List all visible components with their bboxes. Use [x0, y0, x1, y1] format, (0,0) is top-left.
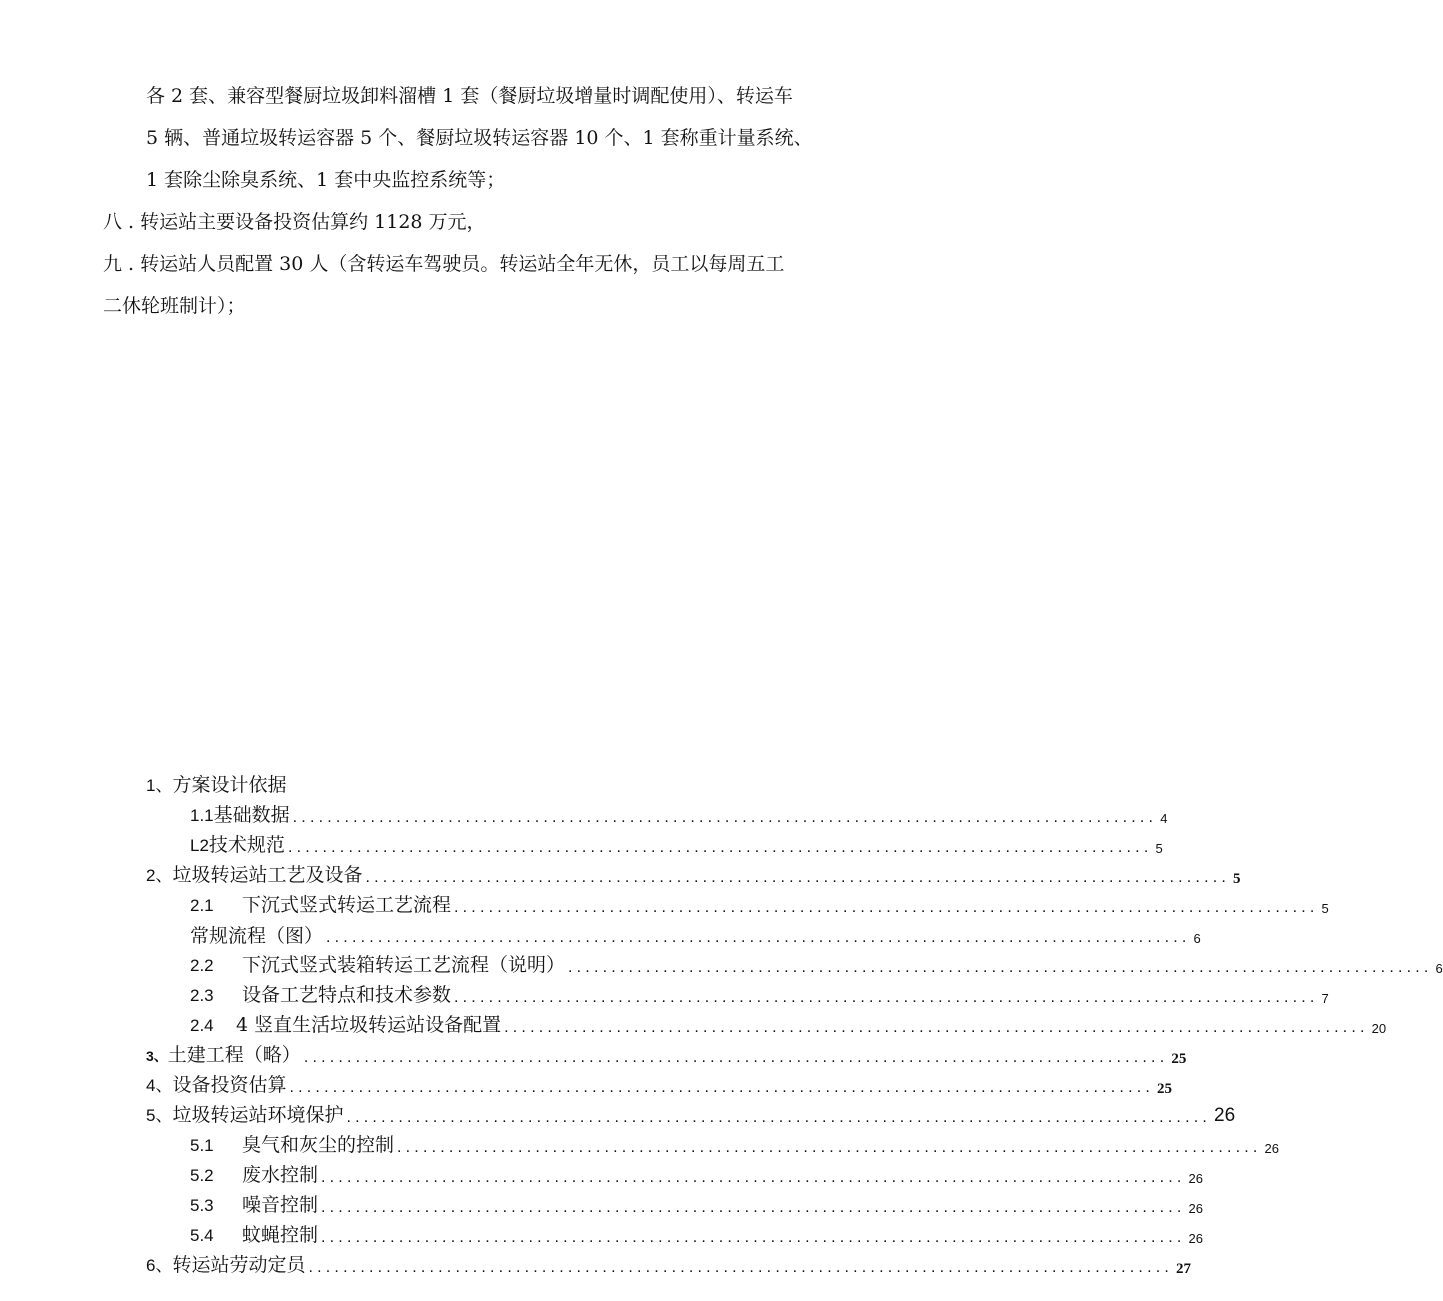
paragraph-line: 1 套除尘除臭系统、1 套中央监控系统等；: [146, 169, 506, 191]
toc-page-number: 5: [1321, 901, 1329, 916]
toc-entry-label: 2、垃圾转运站工艺及设备: [146, 864, 363, 886]
toc-entry-label: 2.1 下沉式竖式转运工艺流程: [190, 894, 452, 916]
toc-page-number: 5: [1233, 871, 1241, 887]
toc-entry-label: 2.3 设备工艺特点和技术参数: [190, 984, 452, 1006]
paragraph-line: 5 辆、普通垃圾转运容器 5 个、餐厨垃圾转运容器 10 个、1 套称重计量系统、: [146, 127, 813, 149]
toc-entry[interactable]: [190, 950, 1443, 978]
toc-page-number: 26: [1214, 1105, 1236, 1126]
toc-page-number: 6: [1435, 961, 1443, 976]
toc-leader-dots: ....................................................................................................: [292, 809, 1158, 826]
toc-entry-label: 6、转运站劳动定员: [146, 1254, 306, 1276]
toc-entry[interactable]: [146, 1070, 1173, 1098]
toc-entry[interactable]: [190, 890, 1329, 918]
toc-entry-label: 1.1基础数据: [190, 804, 290, 826]
toc-entry[interactable]: [190, 920, 1201, 948]
toc-entry[interactable]: [190, 1010, 1387, 1038]
toc-leader-dots: ....................................................................................................: [504, 1019, 1369, 1036]
toc-page-number: 27: [1176, 1261, 1192, 1277]
toc-leader-dots: ....................................................................................................: [397, 1139, 1262, 1156]
toc-entry-label: 3、土建工程（略）: [146, 1044, 301, 1066]
toc-leader-dots: ....................................................................................................: [289, 1079, 1155, 1096]
toc-page-number: 25: [1157, 1081, 1173, 1097]
toc-entry[interactable]: [146, 860, 1241, 888]
paragraph-line: 九 . 转运站人员配置 30 人（含转运车驾驶员。转运站全年无休，员工以每周五工: [103, 253, 785, 275]
toc-leader-dots: ....................................................................................................: [568, 959, 1433, 976]
toc-leader-dots: ....................................................................................................: [308, 1259, 1174, 1276]
paragraph-line: 八 . 转运站主要设备投资估算约 1128 万元，: [103, 211, 486, 233]
toc-leader-dots: ....................................................................................................: [321, 1229, 1186, 1246]
toc-leader-dots: ....................................................................................................: [365, 869, 1231, 886]
toc-page-number: 26: [1188, 1171, 1204, 1186]
toc-leader-dots: ....................................................................................................: [303, 1049, 1169, 1066]
toc-entry[interactable]: [190, 830, 1163, 858]
toc-entry[interactable]: [190, 1130, 1280, 1158]
toc-leader-dots: ....................................................................................................: [454, 989, 1319, 1006]
paragraph-line: 各 2 套、兼容型餐厨垃圾卸料溜槽 1 套（餐厨垃圾增量时调配使用）、转运车: [146, 85, 793, 107]
toc-entry[interactable]: [146, 770, 446, 798]
toc-page-number: 25: [1171, 1051, 1187, 1067]
toc-entry[interactable]: [190, 1160, 1204, 1188]
toc-page-number: 20: [1371, 1021, 1387, 1036]
toc-entry-label: 5.1 臭气和灰尘的控制: [190, 1134, 395, 1156]
toc-entry-label: 4、设备投资估算: [146, 1074, 287, 1096]
paragraph-line: 二休轮班制计）；: [103, 295, 246, 317]
toc-entry[interactable]: [190, 980, 1329, 1008]
toc-leader-dots: ....................................................................................................: [454, 899, 1319, 916]
toc-entry[interactable]: [146, 1100, 1236, 1128]
toc-entry[interactable]: [190, 800, 1168, 828]
toc-page-number: 26: [1188, 1231, 1204, 1246]
toc-entry[interactable]: [190, 1220, 1204, 1248]
toc-leader-dots: ....................................................................................................: [321, 1169, 1186, 1186]
toc-entry-label: 5.4 蚊蝇控制: [190, 1224, 319, 1246]
toc-entry[interactable]: [190, 1190, 1204, 1218]
toc-leader-dots: ....................................................................................................: [321, 1199, 1186, 1216]
toc-entry[interactable]: [146, 1250, 1192, 1278]
toc-entry-label: 1、方案设计依据: [146, 774, 287, 796]
toc-entry-label: 5.3 噪音控制: [190, 1194, 319, 1216]
toc-leader-dots: ....................................................................................................: [287, 839, 1153, 856]
toc-entry-label: 5、垃圾转运站环境保护: [146, 1104, 344, 1126]
toc-leader-dots: ....................................................................................................: [346, 1109, 1212, 1126]
toc-page-number: 7: [1321, 991, 1329, 1006]
toc-entry-label: 2.2 下沉式竖式装箱转运工艺流程（说明）: [190, 954, 566, 976]
toc-page-number: 6: [1193, 931, 1201, 946]
toc-page-number: 26: [1264, 1141, 1280, 1156]
toc-entry[interactable]: [146, 1040, 1187, 1068]
toc-entry-label: 常规流程（图）: [190, 925, 324, 947]
toc-entry-label: 2.4 4 竖直生活垃圾转运站设备配置: [190, 1014, 502, 1036]
toc-entry-label: 5.2 废水控制: [190, 1164, 319, 1186]
toc-entry-label: L2技术规范: [190, 834, 285, 856]
toc-page-number: 4: [1160, 811, 1168, 826]
toc-page-number: 26: [1188, 1201, 1204, 1216]
toc-page-number: 5: [1155, 841, 1163, 856]
toc-leader-dots: ....................................................................................................: [326, 929, 1191, 946]
